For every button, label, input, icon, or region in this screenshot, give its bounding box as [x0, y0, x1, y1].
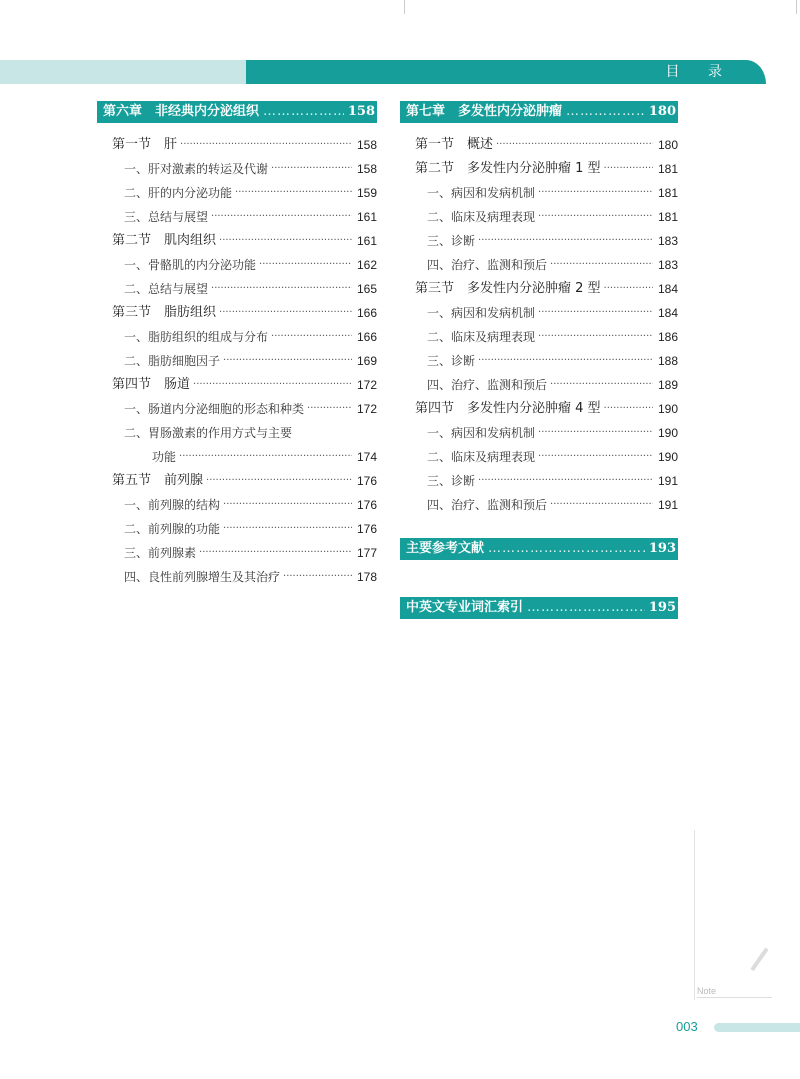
toc-entry-text: 二、前列腺的功能 — [124, 522, 221, 536]
toc-item[interactable] — [400, 373, 678, 397]
toc-entry-text: 一、病因和发病机制 — [427, 186, 536, 200]
toc-entry-page: 190 — [657, 426, 678, 440]
leader-dots — [604, 157, 653, 181]
toc-item[interactable] — [400, 325, 678, 349]
toc-item[interactable] — [97, 349, 377, 373]
references-entry — [400, 538, 678, 560]
toc-section[interactable] — [400, 157, 678, 181]
leader-dots — [550, 253, 653, 277]
note-line — [697, 997, 772, 998]
toc-section[interactable] — [97, 133, 377, 157]
leader-dots — [223, 517, 352, 541]
references-label: 主要参考文献 — [406, 541, 485, 556]
toc-list — [400, 133, 678, 517]
toc-entry-text: 第三节 脂肪组织 — [112, 305, 217, 320]
leader-dots — [538, 205, 653, 229]
header-band-light — [0, 60, 246, 84]
toc-entry-page: 190 — [657, 450, 678, 464]
toc-entry-page: 166 — [356, 306, 377, 320]
toc-entry-text: 第三节 多发性内分泌肿瘤 2 型 — [415, 281, 601, 296]
leader-dots — [496, 133, 653, 157]
leader-dots — [550, 373, 653, 397]
toc-entry-page: 180 — [657, 138, 678, 152]
leader-dots — [223, 493, 352, 517]
toc-entry-text: 二、脂肪细胞因子 — [124, 354, 221, 368]
leader-dots — [566, 101, 645, 123]
chapter-page: 180 — [648, 104, 676, 119]
page-number: 003 — [676, 1019, 698, 1034]
toc-list — [97, 133, 377, 589]
toc-entry-page: 181 — [657, 162, 678, 176]
leader-dots — [235, 181, 352, 205]
toc-entry-text: 一、病因和发病机制 — [427, 306, 536, 320]
toc-item[interactable] — [97, 397, 377, 421]
toc-section[interactable] — [400, 397, 678, 421]
leader-dots — [478, 469, 653, 493]
toc-entry-page: 166 — [356, 330, 377, 344]
glossary-page: 195 — [648, 600, 676, 615]
toc-item[interactable] — [97, 421, 377, 445]
toc-section[interactable] — [97, 301, 377, 325]
toc-entry-page: 181 — [657, 186, 678, 200]
leader-dots — [604, 277, 653, 301]
toc-column-left — [97, 101, 377, 589]
toc-entry-page: 183 — [657, 234, 678, 248]
toc-entry-text: 二、临床及病理表现 — [427, 210, 536, 224]
note-margin — [694, 830, 800, 1000]
references-page: 193 — [648, 541, 676, 556]
toc-entry-page: 184 — [657, 306, 678, 320]
toc-entry-text: 第四节 肠道 — [112, 377, 191, 392]
toc-item[interactable] — [400, 349, 678, 373]
toc-item[interactable] — [400, 253, 678, 277]
leader-dots — [538, 325, 653, 349]
toc-entry-page: 176 — [356, 498, 377, 512]
toc-item[interactable] — [400, 493, 678, 517]
toc-entry-page: 172 — [356, 378, 377, 392]
chapter-label: 第七章 多发性内分泌肿瘤 — [406, 104, 563, 119]
toc-item[interactable] — [400, 205, 678, 229]
toc-entry-page: 158 — [356, 138, 377, 152]
leader-dots — [550, 493, 653, 517]
toc-item[interactable] — [97, 277, 377, 301]
references-heading[interactable] — [400, 538, 678, 560]
toc-entry-text: 二、临床及病理表现 — [427, 330, 536, 344]
toc-item[interactable] — [97, 205, 377, 229]
toc-item[interactable] — [97, 253, 377, 277]
toc-entry-text: 一、病因和发病机制 — [427, 426, 536, 440]
toc-entry-text: 四、治疗、监测和预后 — [427, 378, 548, 392]
toc-entry-text: 三、总结与展望 — [124, 210, 209, 224]
toc-entry-page: 161 — [356, 234, 377, 248]
leader-dots — [538, 421, 653, 445]
leader-dots — [211, 277, 352, 301]
leader-dots — [271, 157, 352, 181]
toc-item[interactable] — [97, 445, 377, 469]
toc-item[interactable] — [97, 181, 377, 205]
toc-entry-text: 第二节 肌肉组织 — [112, 233, 217, 248]
toc-item[interactable] — [97, 565, 377, 589]
toc-item[interactable] — [400, 301, 678, 325]
toc-entry-text: 四、治疗、监测和预后 — [427, 258, 548, 272]
toc-entry-page: 178 — [356, 570, 377, 584]
glossary-entry — [400, 597, 678, 619]
glossary-heading[interactable] — [400, 597, 678, 619]
leader-dots — [206, 469, 352, 493]
leader-dots — [538, 445, 653, 469]
leader-dots — [271, 325, 352, 349]
leader-dots — [527, 597, 645, 619]
toc-section[interactable] — [400, 133, 678, 157]
toc-entry-text: 第二节 多发性内分泌肿瘤 1 型 — [415, 161, 601, 176]
toc-section[interactable] — [97, 373, 377, 397]
toc-entry-page: 188 — [657, 354, 678, 368]
leader-dots — [219, 301, 352, 325]
toc-entry-page: 186 — [657, 330, 678, 344]
toc-entry-page: 191 — [657, 498, 678, 512]
toc-entry-page: 177 — [356, 546, 377, 560]
leader-dots — [478, 349, 653, 373]
crop-mark — [404, 0, 405, 14]
toc-entry-text: 一、骨骼肌的内分泌功能 — [124, 258, 257, 272]
toc-entry-text: 第一节 概述 — [415, 137, 494, 152]
toc-entry-page: 190 — [657, 402, 678, 416]
leader-dots — [180, 133, 352, 157]
leader-dots — [259, 253, 352, 277]
toc-entry-page: 181 — [657, 210, 678, 224]
leader-dots — [219, 229, 352, 253]
toc-item[interactable] — [97, 517, 377, 541]
footer-band — [714, 1023, 800, 1032]
toc-entry-page: 172 — [356, 402, 377, 416]
chapter-label: 第六章 非经典内分泌组织 — [103, 104, 260, 119]
toc-entry-text: 功能 — [152, 450, 177, 464]
note-label: Note — [697, 986, 717, 996]
toc-entry-page: 184 — [657, 282, 678, 296]
toc-item[interactable] — [97, 157, 377, 181]
toc-item[interactable] — [97, 325, 377, 349]
toc-entry-text: 二、胃肠激素的作用方式与主要 — [124, 426, 293, 440]
leader-dots — [538, 301, 653, 325]
toc-entry-text: 一、脂肪组织的组成与分布 — [124, 330, 269, 344]
toc-item[interactable] — [400, 469, 678, 493]
toc-item[interactable] — [97, 493, 377, 517]
toc-entry-page: 159 — [356, 186, 377, 200]
toc-section[interactable] — [97, 469, 377, 493]
toc-entry-page: 176 — [356, 474, 377, 488]
toc-entry-page: 161 — [356, 210, 377, 224]
toc-entry-text: 二、肝的内分泌功能 — [124, 186, 233, 200]
leader-dots — [283, 565, 352, 589]
toc-item[interactable] — [97, 541, 377, 565]
toc-item[interactable] — [400, 445, 678, 469]
toc-entry-page: 162 — [356, 258, 377, 272]
toc-entry-text: 第一节 肝 — [112, 137, 178, 152]
chapter-heading[interactable] — [97, 101, 377, 123]
leader-dots — [211, 205, 352, 229]
toc-entry-text: 二、总结与展望 — [124, 282, 209, 296]
toc-entry-text: 三、前列腺素 — [124, 546, 197, 560]
toc-entry-text: 三、诊断 — [427, 354, 476, 368]
toc-entry-page: 174 — [356, 450, 377, 464]
page-title: 目 录 — [665, 64, 734, 80]
leader-dots — [538, 181, 653, 205]
toc-entry-page: 176 — [356, 522, 377, 536]
toc-entry-page: 183 — [657, 258, 678, 272]
leader-dots — [604, 397, 653, 421]
toc-item[interactable] — [400, 181, 678, 205]
toc-entry-text: 第四节 多发性内分泌肿瘤 4 型 — [415, 401, 601, 416]
toc-entry-page: 158 — [356, 162, 377, 176]
toc-entry-text: 第五节 前列腺 — [112, 473, 204, 488]
toc-column-right — [400, 101, 678, 517]
toc-entry-text: 一、肠道内分泌细胞的形态和种类 — [124, 402, 305, 416]
leader-dots — [478, 229, 653, 253]
glossary-label: 中英文专业词汇索引 — [406, 600, 524, 615]
toc-section[interactable] — [97, 229, 377, 253]
toc-entry-page: 191 — [657, 474, 678, 488]
leader-dots — [263, 101, 344, 123]
leader-dots — [223, 349, 352, 373]
crop-mark — [796, 0, 797, 14]
toc-entry-page: 169 — [356, 354, 377, 368]
toc-entry-text: 三、诊断 — [427, 234, 476, 248]
toc-item[interactable] — [400, 229, 678, 253]
toc-entry-text: 四、良性前列腺增生及其治疗 — [124, 570, 281, 584]
toc-entry-text: 三、诊断 — [427, 474, 476, 488]
toc-entry-text: 一、前列腺的结构 — [124, 498, 221, 512]
leader-dots — [193, 373, 352, 397]
toc-item[interactable] — [400, 421, 678, 445]
toc-entry-text: 四、治疗、监测和预后 — [427, 498, 548, 512]
leader-dots — [179, 445, 352, 469]
chapter-heading[interactable] — [400, 101, 678, 123]
leader-dots — [488, 538, 645, 560]
toc-entry-text: 二、临床及病理表现 — [427, 450, 536, 464]
toc-entry-page: 189 — [657, 378, 678, 392]
toc-entry-page: 165 — [356, 282, 377, 296]
toc-entry-text: 一、肝对激素的转运及代谢 — [124, 162, 269, 176]
chapter-page: 158 — [347, 104, 375, 119]
leader-dots — [307, 397, 352, 421]
leader-dots — [199, 541, 352, 565]
toc-section[interactable] — [400, 277, 678, 301]
